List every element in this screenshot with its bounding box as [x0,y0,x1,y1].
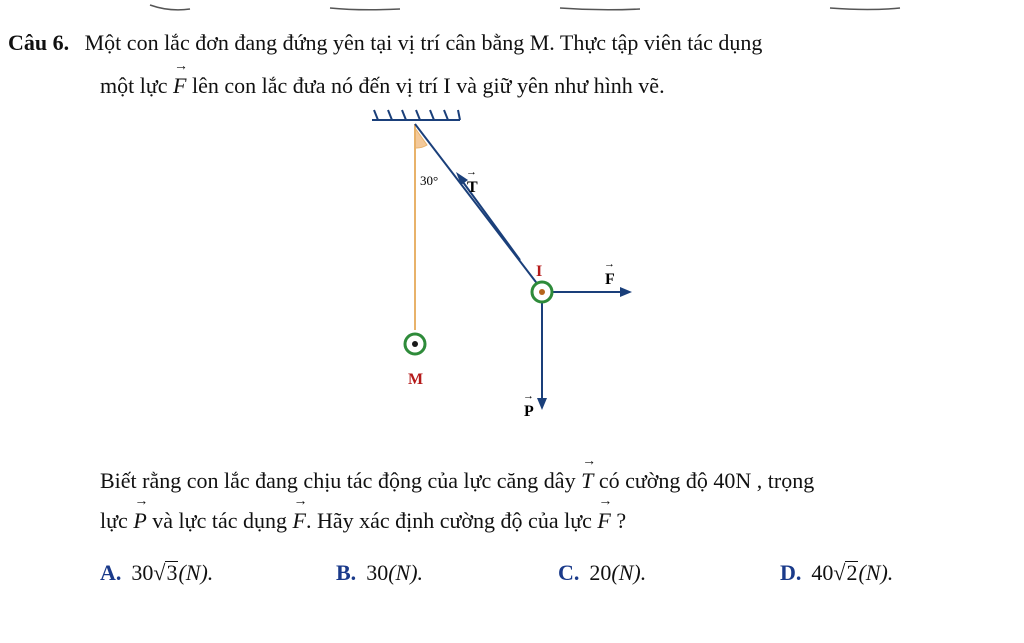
vector-F-inline-2: → F [292,508,305,534]
answer-D-letter: D. [780,560,802,585]
weight-arrowhead [537,398,547,410]
answer-C[interactable] [558,560,646,586]
question-text-4b: và lực tác dụng [152,508,287,533]
weight-vector-mark: → [523,390,534,402]
question-line-2 [100,73,665,99]
weight-label: P [524,403,534,420]
answer-C-unit: (N). [611,560,647,585]
question-text-4a: lực [100,508,128,533]
point-M-label: M [408,371,424,388]
force-label: F [605,271,615,288]
answer-D-coef: 40 [811,560,834,585]
pendulum-figure [360,108,660,438]
answer-A-unit: (N). [178,560,214,585]
answer-A-root: 3 [166,560,178,585]
question-text-2b: lên con lắc đưa nó đến vị trí I và giữ yên như hình vẽ. [191,73,665,98]
answer-D-root: 2 [846,560,858,585]
question-text-3a: Biết rằng con lắc đang chịu tác động của lực căng dây [100,468,576,493]
question-line-3 [100,468,814,494]
question-line-4 [100,508,626,534]
answer-B[interactable] [336,560,423,586]
answer-D-unit: (N). [858,560,894,585]
answer-B-unit: (N). [388,560,424,585]
tension-vector-mark: → [466,166,477,178]
answer-B-value: 30 [366,560,389,585]
point-I-label: I [536,263,543,280]
question-text-3b: có cường độ 40N , trọng [598,468,815,493]
vector-F-inline: → F [173,73,186,99]
vector-P-inline: → P [133,508,146,534]
force-vector-mark: → [604,258,615,270]
force-arrowhead [620,287,632,297]
angle-label: 30° [420,173,439,188]
answer-B-letter: B. [336,560,357,585]
question-number: Câu 6. [8,30,70,55]
question-text-1: Một con lắc đơn đang đứng yên tại vị trí cân bằng M. Thực tập viên tác dụng [84,30,763,55]
answer-A-coef: 30 [131,560,154,585]
question-text-2a: một lực [100,73,168,98]
answer-A[interactable]: A. 30√3(N). [100,560,214,585]
vector-T-inline: → T [581,468,593,494]
tilted-string [415,124,542,290]
answer-D[interactable]: D. 40√2(N). [780,560,894,585]
question-text-4c: . Hãy xác định cường độ của lực [305,508,592,533]
bob-at-I-center [539,289,545,295]
answer-A-letter: A. [100,560,122,585]
bob-at-M-center [412,341,418,347]
tension-label: T [467,179,478,196]
question-text-4d: ? [616,508,627,533]
ceiling-hatch [374,110,460,120]
vector-F-inline-3: → F [597,508,610,534]
question-line-1 [8,30,762,56]
answer-C-value: 20 [589,560,612,585]
cropped-previous-line [0,0,1024,10]
answer-C-letter: C. [558,560,580,585]
